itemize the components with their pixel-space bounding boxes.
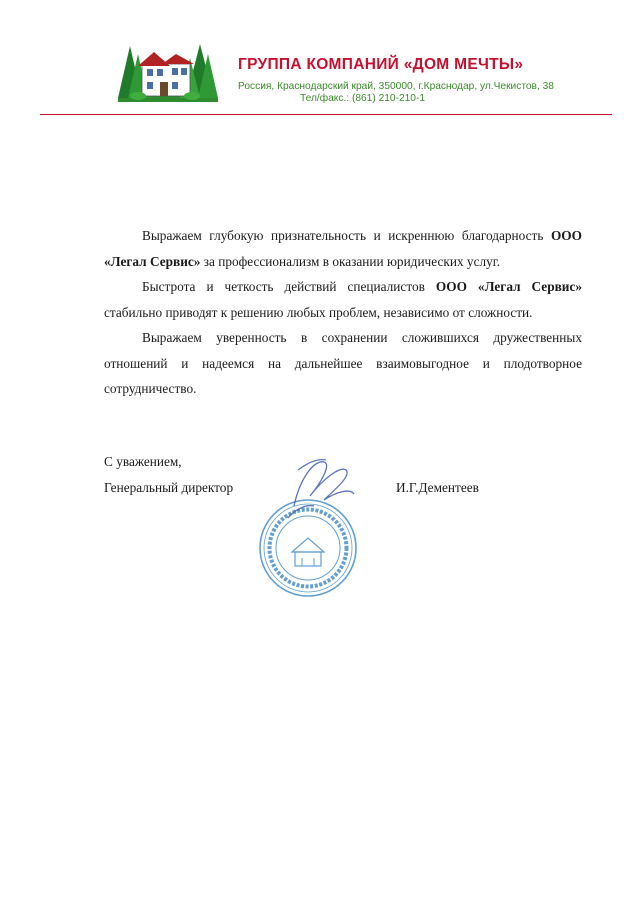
house-trees-logo-icon bbox=[116, 40, 220, 102]
organization-name: ООО «Легал Сервис» bbox=[104, 228, 582, 269]
paragraph-speed: Быстрота и четкость действий специалистов ООО «Легал Сервис» стабильно приводят к решению любых проблем, независимо от сложности. bbox=[104, 279, 583, 320]
company-seal-icon bbox=[254, 448, 372, 600]
paragraph-gratitude: Выражаем глубокую признательность и искреннюю благодарность ООО «Легал Сервис» за профессионализм в оказании юридических услуг. bbox=[104, 228, 582, 269]
organization-name: ООО «Легал Сервис» bbox=[435, 279, 583, 294]
header-divider bbox=[40, 114, 612, 115]
paragraph-cooperation: Выражаем уверенность в сохранении сложившихся дружественных отношений и надеемся на дальнейшее взаимовыгодное и плодотворное сотрудничество. bbox=[104, 330, 582, 396]
company-phone: Тел/факс.: (861) 210-210-1 bbox=[300, 93, 426, 104]
signatory-name: И.Г.Дементеев bbox=[396, 480, 479, 495]
company-address: Россия, Краснодарский край, 350000, г.Краснодар, ул.Чекистов, 38 bbox=[238, 81, 554, 92]
closing-phrase: С уважением, bbox=[104, 454, 182, 469]
letter-body bbox=[104, 223, 582, 402]
signatory-title: Генеральный директор bbox=[104, 480, 234, 495]
company-name: ГРУППА КОМПАНИЙ «ДОМ МЕЧТЫ» bbox=[238, 56, 524, 73]
handwritten-signature-icon bbox=[288, 460, 354, 518]
